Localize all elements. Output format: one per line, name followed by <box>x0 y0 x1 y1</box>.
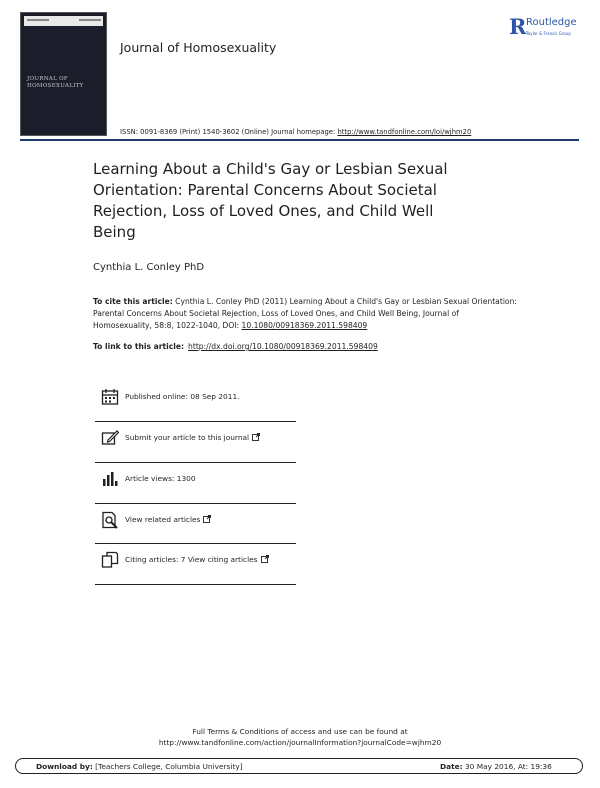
divider <box>95 462 296 463</box>
terms-url[interactable]: http://www.tandfonline.com/action/journalInformation?journalCode=wjhm20 <box>158 738 442 747</box>
citation <box>93 296 518 332</box>
edit-icon <box>101 429 119 447</box>
journal-name: Journal of Homosexuality <box>120 40 277 55</box>
cite-label: To cite this article: <box>93 297 173 306</box>
terms-line: Full Terms & Conditions of access and use can be found at <box>192 727 408 736</box>
citing-icon <box>101 551 119 569</box>
views-row <box>95 470 296 500</box>
article-views: Article views: 1300 <box>125 474 196 483</box>
article-author: Cynthia L. Conley PhD <box>93 262 205 273</box>
journal-homepage-link[interactable]: http://www.tandfonline.com/loi/wjhm20 <box>337 128 472 136</box>
header-rule <box>20 139 579 141</box>
divider <box>95 503 296 504</box>
related-label: View related articles <box>125 515 201 524</box>
download-bar <box>15 758 583 774</box>
article-title: Learning About a Child's Gay or Lesbian Sexual Orientation: Parental Concerns About Societal Rejection, Loss of Loved Ones, and Child Well Being <box>93 160 448 241</box>
calendar-icon <box>101 388 119 406</box>
journal-cover <box>20 12 107 136</box>
date-value: 30 May 2016, At: 19:36 <box>462 762 552 771</box>
cover-band <box>24 16 103 26</box>
downloaded-value: [Teachers College, Columbia University] <box>92 762 243 771</box>
article-doi-url[interactable]: http://dx.doi.org/10.1080/00918369.2011.598409 <box>188 342 378 351</box>
issn-line <box>120 128 471 136</box>
citing-link[interactable] <box>125 555 269 564</box>
citing-row[interactable] <box>95 551 296 581</box>
external-link-icon <box>261 555 269 563</box>
article-link-line <box>93 341 378 353</box>
cite-text: Cynthia L. Conley PhD (2011) Learning About a Child's Gay or Lesbian Sexual Orientation: Parental Concerns About Societal Rejection, Loss of Loved Ones, and Child Well Being, Journal of Homosexuality, 58:8, 1022-1040, DOI: <box>93 297 517 330</box>
search-doc-icon <box>101 511 119 529</box>
external-link-icon <box>252 433 260 441</box>
divider <box>95 584 296 585</box>
related-row[interactable] <box>95 511 296 541</box>
brand-name: Routledge <box>526 17 577 28</box>
citing-label: Citing articles: 7 View citing articles <box>125 555 258 564</box>
download-date <box>440 762 552 771</box>
publisher-logo <box>509 16 599 42</box>
doi-link[interactable]: 10.1080/00918369.2011.598409 <box>241 321 368 330</box>
divider <box>95 543 296 544</box>
published-date: Published online: 08 Sep 2011. <box>125 392 240 401</box>
date-label: Date: <box>440 762 463 771</box>
cover-title: JOURNAL OF HOMOSEXUALITY <box>27 76 84 89</box>
routledge-r-icon: R <box>509 14 527 39</box>
brand-sub: Taylor & Francis Group <box>526 31 571 36</box>
issn-text: ISSN: 0091-8369 (Print) 1540-3602 (Online) Journal homepage: <box>120 128 338 136</box>
downloaded-by <box>36 762 243 771</box>
downloaded-label: Download by: <box>36 762 93 771</box>
link-label: To link to this article: <box>93 342 185 351</box>
bar-chart-icon <box>101 470 119 488</box>
submit-label: Submit your article to this journal <box>125 433 250 442</box>
submit-row[interactable] <box>95 429 296 459</box>
divider <box>95 421 296 422</box>
external-link-icon <box>203 515 211 523</box>
published-row <box>95 388 296 418</box>
related-link[interactable] <box>125 515 211 524</box>
terms-footer <box>0 726 600 748</box>
submit-link[interactable] <box>125 433 260 442</box>
